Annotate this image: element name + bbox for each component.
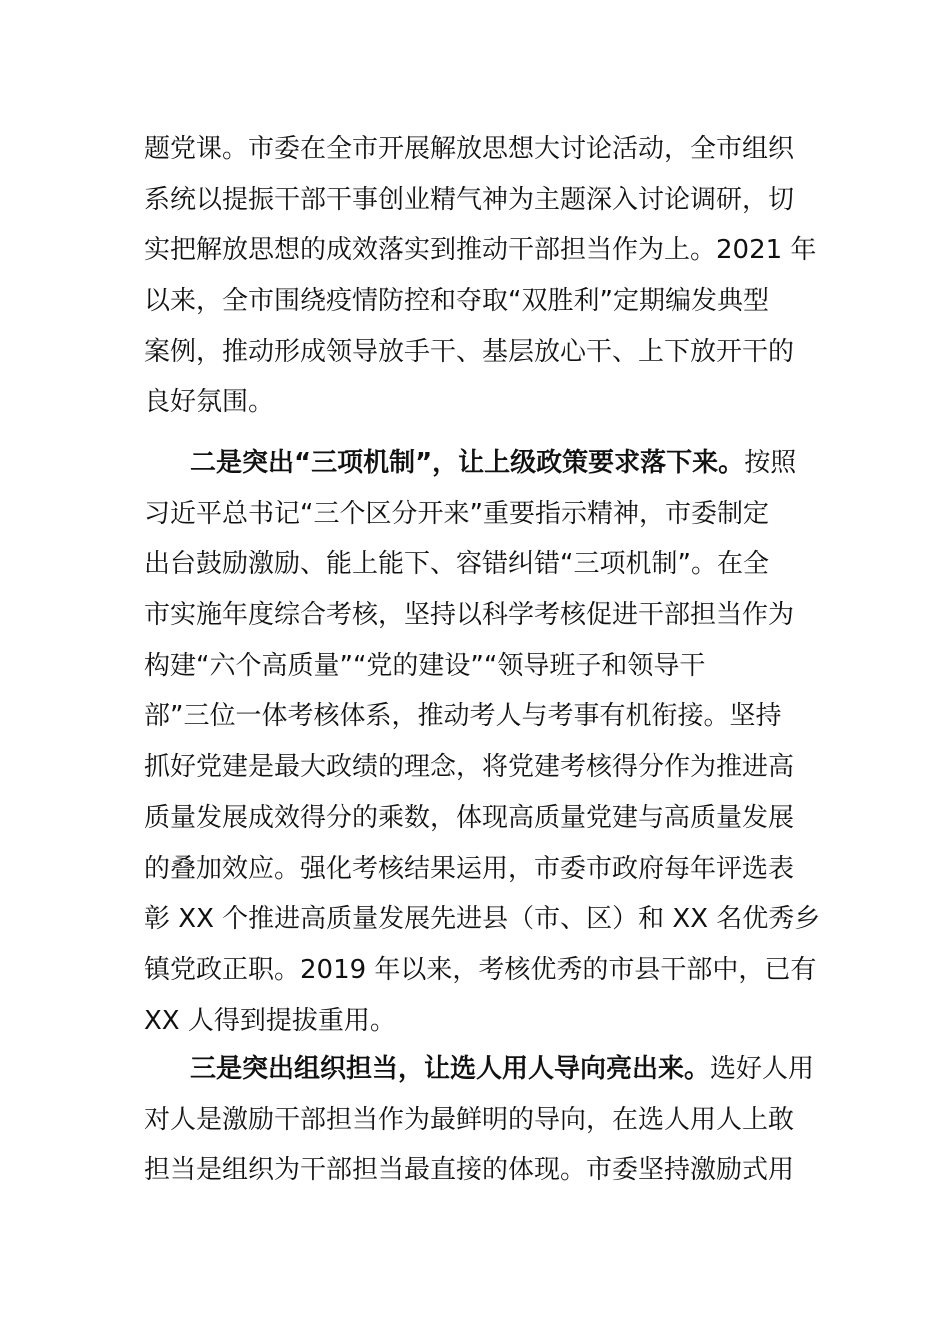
paragraph-1 xyxy=(144,124,817,428)
paragraph-2 xyxy=(144,438,821,1046)
paragraph-2-line: 抓好党建是最大政绩的理念，将党建考核得分作为推进高 xyxy=(144,752,795,783)
paragraph-2-first-line-rest: 按照 xyxy=(744,448,797,478)
paragraph-3 xyxy=(144,1044,815,1196)
paragraph-1-line: 以来，全市围绕疫情防控和夺取“双胜利”定期编发典型 xyxy=(144,286,769,317)
paragraph-2-heading: 二是突出“三项机制”，让上级政策要求落下来。 xyxy=(190,448,745,478)
paragraph-2-first-line xyxy=(144,438,808,489)
paragraph-2-line: 的叠加效应。强化考核结果运用，市委市政府每年评选表 xyxy=(144,853,795,884)
paragraph-3-heading: 三是突出组织担当，让选人用人导向亮出来。 xyxy=(190,1054,711,1084)
paragraph-3-first-line-rest: 选好人用 xyxy=(710,1054,815,1084)
paragraph-3-first-line xyxy=(144,1044,815,1095)
paragraph-1-line: 案例，推动形成领导放手干、基层放心干、上下放开干的 xyxy=(144,336,795,367)
paragraph-2-line: 出台鼓励激励、能上能下、容错纠错“三项机制”。在全 xyxy=(144,549,769,580)
paragraph-1-line: 题党课。市委在全市开展解放思想大讨论活动，全市组织 xyxy=(144,134,795,164)
paragraph-2-line: 镇党政正职。2019 年以来，考核优秀的市县干部中，已有 xyxy=(144,954,817,985)
paragraph-3-line: 对人是激励干部担当作为最鲜明的导向，在选人用人上敢 xyxy=(144,1104,795,1135)
paragraph-1-line: 系统以提振干部干事创业精气神为主题深入讨论调研，切 xyxy=(144,184,795,215)
paragraph-2-line: 构建“六个高质量”“党的建设”“领导班子和领导干 xyxy=(144,650,706,681)
paragraph-3-line: 担当是组织为干部担当最直接的体现。市委坚持激励式用 xyxy=(144,1155,795,1186)
paragraph-1-line: 实把解放思想的成效落实到推动干部担当作为上。2021 年 xyxy=(144,235,817,266)
paragraph-2-line: 彰 XX 个推进高质量发展先进县（市、区）和 XX 名优秀乡 xyxy=(144,904,821,935)
paragraph-2-line: 部”三位一体考核体系，推动考人与考事有机衔接。坚持 xyxy=(144,701,782,732)
paragraph-2-line: 市实施年度综合考核，坚持以科学考核促进干部担当作为 xyxy=(144,600,795,631)
paragraph-2-line: 习近平总书记“三个区分开来”重要指示精神，市委制定 xyxy=(144,498,769,529)
paragraph-1-line: 良好氛围。 xyxy=(144,387,275,418)
paragraph-2-line: XX 人得到提拔重用。 xyxy=(144,1005,396,1036)
paragraph-2-line: 质量发展成效得分的乘数，体现高质量党建与高质量发展 xyxy=(144,802,795,833)
